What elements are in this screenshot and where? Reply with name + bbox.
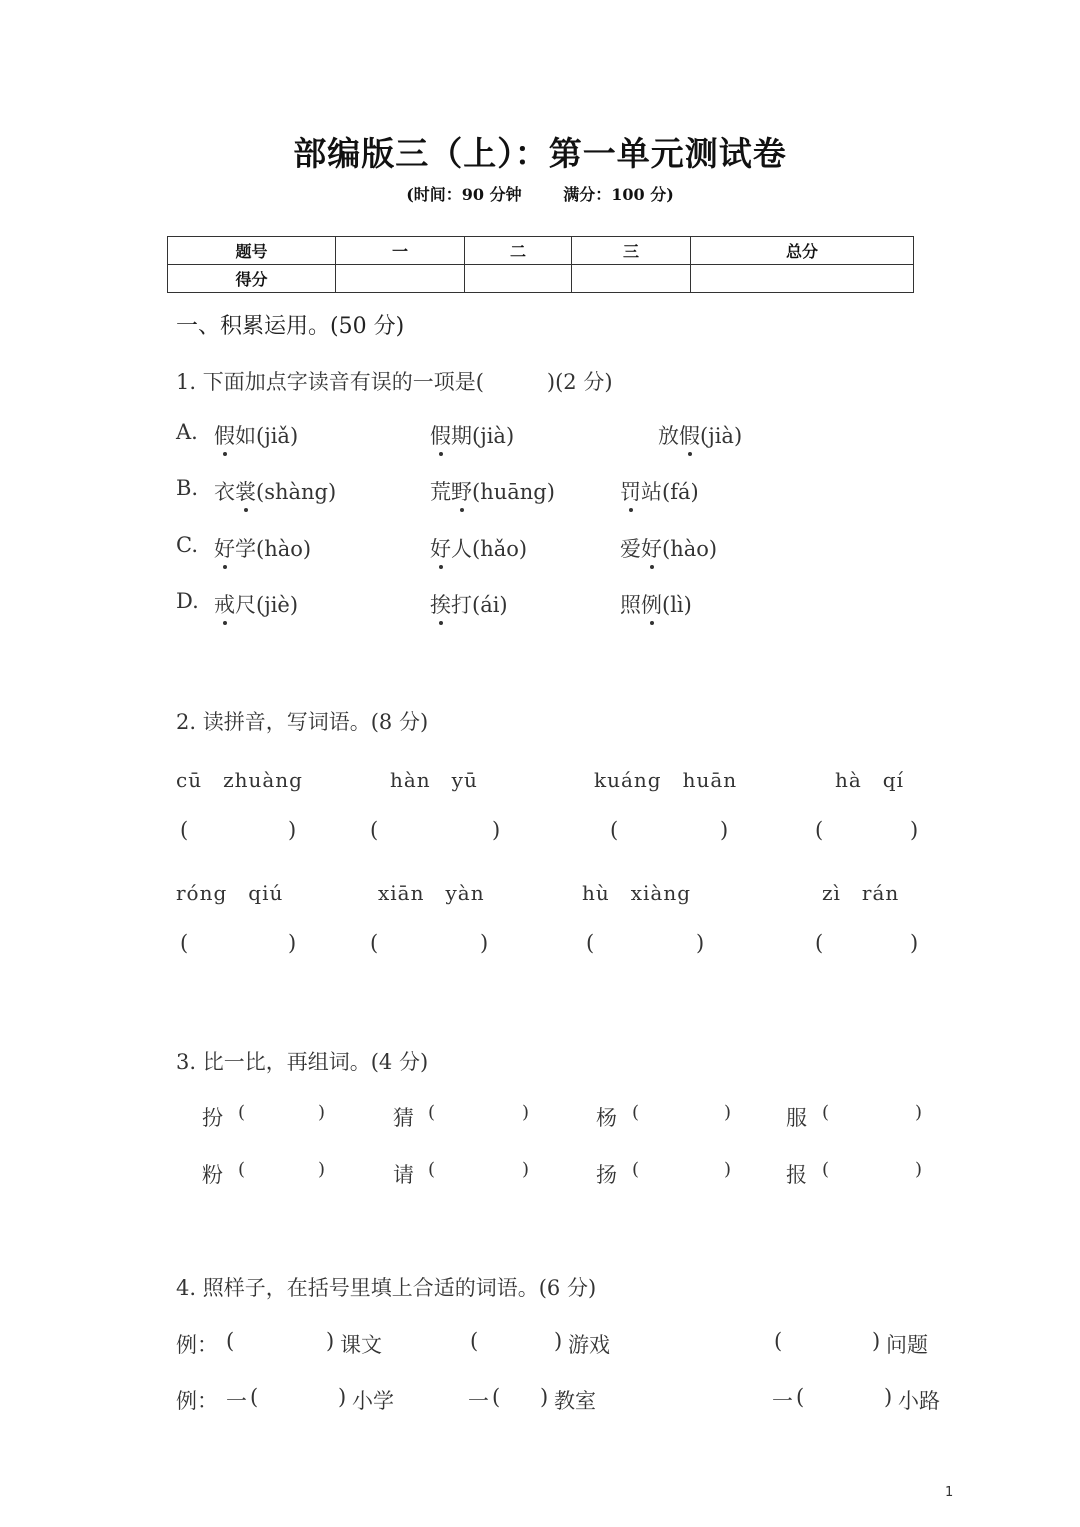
answer-blank[interactable] <box>250 1102 316 1130</box>
answer-bracket-open: ( <box>250 1385 259 1409</box>
dotted-character: 挨 <box>430 593 451 617</box>
word-text: 照 <box>620 593 641 617</box>
word-text: 放 <box>658 424 679 448</box>
question-2-stem: 2. 读拼音，写词语。(8 分) <box>176 710 429 734</box>
answer-bracket-open: ( <box>238 1102 246 1123</box>
word-pinyin: (shàng) <box>256 480 337 504</box>
answer-bracket-open: ( <box>632 1159 640 1180</box>
score-header-cell: 三 <box>572 237 691 265</box>
answer-bracket-close: ) <box>910 931 919 955</box>
score-row-label: 得分 <box>168 265 336 293</box>
dotted-character: 假 <box>679 424 700 448</box>
option-word <box>430 589 508 619</box>
compare-character: 粉 <box>202 1163 223 1187</box>
answer-bracket-close: ) <box>696 931 705 955</box>
fill-word: 问题 <box>886 1333 928 1357</box>
word-text: 爱 <box>620 537 641 561</box>
answer-bracket-close: ) <box>288 818 297 842</box>
section-heading: 一、积累运用。(50 分) <box>176 314 405 339</box>
answer-bracket-close: ) <box>492 818 501 842</box>
compare-character: 服 <box>786 1106 807 1130</box>
answer-bracket-open: ( <box>586 931 595 955</box>
dotted-character: 例 <box>641 593 662 617</box>
answer-bracket-close: ) <box>480 931 489 955</box>
word-pinyin: (jià) <box>700 424 743 448</box>
answer-bracket-close: ) <box>522 1159 530 1180</box>
dotted-character: 好 <box>430 537 451 561</box>
fill-word: 小路 <box>898 1389 940 1413</box>
word-pinyin: 站(fá) <box>641 480 699 504</box>
option-word <box>430 476 555 506</box>
answer-bracket-open: ( <box>796 1385 805 1409</box>
option-word <box>430 420 514 450</box>
word-pinyin: 学(hào) <box>235 537 312 561</box>
pinyin-prompt: zì rán <box>822 881 900 905</box>
answer-bracket-close: ) <box>318 1159 326 1180</box>
answer-bracket-close: ) <box>872 1329 881 1353</box>
pinyin-prompt: xiān yàn <box>378 881 485 905</box>
score-cell[interactable] <box>465 265 572 293</box>
answer-bracket-close: ) <box>724 1102 732 1123</box>
fill-word: 教室 <box>554 1389 596 1413</box>
option-label: C. <box>176 533 198 557</box>
answer-bracket-close: ) <box>724 1159 732 1180</box>
score-header-cell: 总分 <box>691 237 914 265</box>
answer-bracket-close: ) <box>884 1385 893 1409</box>
option-word <box>620 533 717 563</box>
answer-blank[interactable] <box>829 931 908 959</box>
word-text: 荒 <box>430 480 451 504</box>
answer-bracket-open: ( <box>226 1329 235 1353</box>
exam-time: (时间：90 分钟 <box>406 185 522 204</box>
answer-blank[interactable] <box>264 1385 336 1413</box>
score-table <box>167 236 914 293</box>
question-3-stem: 3. 比一比，再组词。(4 分) <box>176 1050 429 1074</box>
score-header-cell: 二 <box>465 237 572 265</box>
answer-bracket-close: ) <box>318 1102 326 1123</box>
answer-blank[interactable] <box>834 1159 913 1187</box>
answer-bracket-close: ) <box>910 818 919 842</box>
fill-word: 课文 <box>340 1333 382 1357</box>
compare-character: 扮 <box>202 1106 223 1130</box>
answer-blank[interactable] <box>194 818 286 846</box>
option-word <box>214 420 298 450</box>
answer-bracket-close: ) <box>522 1102 530 1123</box>
answer-blank[interactable] <box>788 1329 870 1357</box>
example-label: 例： <box>176 1389 218 1413</box>
question-1-stem: 1. 下面加点字读音有误的一项是( )(2 分) <box>176 370 613 394</box>
dotted-character: 假 <box>214 424 235 448</box>
answer-blank[interactable] <box>829 818 908 846</box>
answer-bracket-open: ( <box>428 1102 436 1123</box>
word-pinyin: (huāng) <box>472 480 555 504</box>
page-title: 部编版三（上）：第一单元测试卷 <box>293 134 787 173</box>
answer-bracket-open: ( <box>815 931 824 955</box>
dotted-character: 裳 <box>235 480 256 504</box>
answer-blank[interactable] <box>194 931 286 959</box>
answer-blank[interactable] <box>440 1102 520 1130</box>
answer-blank[interactable] <box>384 818 490 846</box>
answer-blank[interactable] <box>810 1385 882 1413</box>
score-cell[interactable] <box>691 265 914 293</box>
compare-character: 扬 <box>596 1163 617 1187</box>
dotted-character: 好 <box>641 537 662 561</box>
example-label: 例： <box>176 1333 218 1357</box>
answer-bracket-close: ) <box>915 1102 923 1123</box>
pinyin-prompt: hàn yū <box>390 768 478 792</box>
answer-blank[interactable] <box>834 1102 913 1130</box>
dotted-character: 戒 <box>214 593 235 617</box>
answer-bracket-close: ) <box>540 1385 549 1409</box>
answer-blank[interactable] <box>624 818 718 846</box>
answer-bracket-open: ( <box>774 1329 783 1353</box>
pinyin-prompt: róng qiú <box>176 881 284 905</box>
compare-character: 请 <box>393 1163 414 1187</box>
answer-bracket-open: ( <box>180 818 189 842</box>
compare-character: 猜 <box>393 1106 414 1130</box>
compare-character: 杨 <box>596 1106 617 1130</box>
exam-info <box>0 182 1080 205</box>
option-word <box>430 533 527 563</box>
measure-prefix: 一 <box>468 1389 489 1413</box>
pinyin-prompt: hù xiàng <box>582 881 692 905</box>
option-word <box>658 420 742 450</box>
score-table-score-row <box>168 265 914 293</box>
score-header-cell: 一 <box>336 237 465 265</box>
answer-bracket-close: ) <box>326 1329 335 1353</box>
answer-bracket-open: ( <box>632 1102 640 1123</box>
answer-bracket-open: ( <box>492 1385 501 1409</box>
option-label: B. <box>176 476 199 500</box>
answer-bracket-open: ( <box>815 818 824 842</box>
answer-blank[interactable] <box>644 1102 722 1130</box>
answer-bracket-close: ) <box>720 818 729 842</box>
answer-bracket-close: ) <box>288 931 297 955</box>
score-cell[interactable] <box>572 265 691 293</box>
option-word <box>620 589 692 619</box>
answer-bracket-open: ( <box>470 1329 479 1353</box>
page-number: 1 <box>945 1485 954 1500</box>
answer-bracket-open: ( <box>370 818 379 842</box>
fill-word: 小学 <box>352 1389 394 1413</box>
dotted-character: 野 <box>451 480 472 504</box>
answer-bracket-open: ( <box>822 1102 830 1123</box>
word-pinyin: 尺(jiè) <box>235 593 299 617</box>
word-pinyin: 期(jià) <box>451 424 515 448</box>
word-pinyin: 如(jiǎ) <box>235 424 299 448</box>
word-pinyin: (hào) <box>662 537 718 561</box>
word-text: 衣 <box>214 480 235 504</box>
option-word <box>214 533 311 563</box>
answer-bracket-open: ( <box>428 1159 436 1180</box>
answer-blank[interactable] <box>440 1159 520 1187</box>
option-word <box>620 476 699 506</box>
answer-blank[interactable] <box>484 1329 552 1357</box>
answer-blank[interactable] <box>250 1159 316 1187</box>
word-pinyin: (lì) <box>662 593 692 617</box>
score-header-cell: 题号 <box>168 237 336 265</box>
fill-word: 游戏 <box>568 1333 610 1357</box>
answer-bracket-open: ( <box>822 1159 830 1180</box>
dotted-character: 假 <box>430 424 451 448</box>
answer-bracket-close: ) <box>915 1159 923 1180</box>
pinyin-prompt: hà qí <box>835 768 905 792</box>
word-pinyin: 打(ái) <box>451 593 508 617</box>
pinyin-prompt: kuáng huān <box>594 768 738 792</box>
answer-bracket-open: ( <box>180 931 189 955</box>
word-pinyin: 人(hǎo) <box>451 537 528 561</box>
answer-blank[interactable] <box>506 1385 538 1413</box>
option-label: D. <box>176 589 199 613</box>
exam-full-score: 满分：100 分) <box>563 185 674 204</box>
answer-bracket-open: ( <box>370 931 379 955</box>
answer-bracket-close: ) <box>338 1385 347 1409</box>
answer-bracket-close: ) <box>554 1329 563 1353</box>
measure-prefix: 一 <box>772 1389 793 1413</box>
answer-bracket-open: ( <box>238 1159 246 1180</box>
option-word <box>214 589 298 619</box>
score-table-header-row <box>168 237 914 265</box>
pinyin-prompt: cū zhuàng <box>176 768 303 792</box>
answer-blank[interactable] <box>600 931 694 959</box>
answer-bracket-open: ( <box>610 818 619 842</box>
dotted-character: 罚 <box>620 480 641 504</box>
compare-character: 报 <box>786 1163 807 1187</box>
measure-prefix: 一 <box>226 1389 247 1413</box>
answer-blank[interactable] <box>384 931 478 959</box>
option-word <box>214 476 336 506</box>
answer-blank[interactable] <box>644 1159 722 1187</box>
score-cell[interactable] <box>336 265 465 293</box>
option-label: A. <box>176 420 198 444</box>
question-4-stem: 4. 照样子，在括号里填上合适的词语。(6 分) <box>176 1276 597 1300</box>
answer-blank[interactable] <box>240 1329 324 1357</box>
dotted-character: 好 <box>214 537 235 561</box>
